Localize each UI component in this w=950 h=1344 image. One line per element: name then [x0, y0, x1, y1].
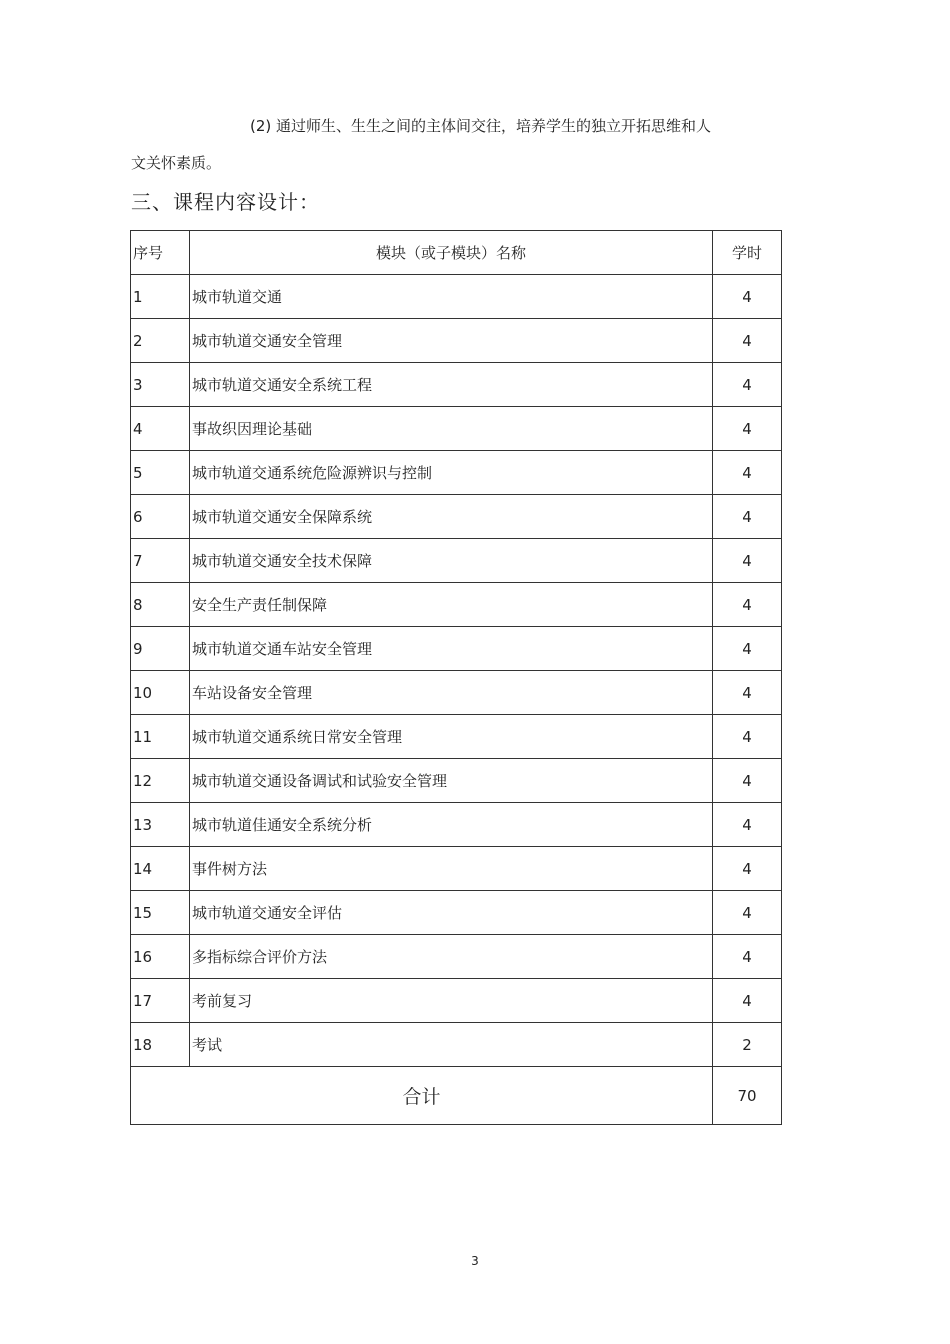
row-hours: 4 — [713, 847, 782, 891]
row-module-name: 城市轨道交通设备调试和试验安全管理 — [190, 759, 713, 803]
header-module-name: 模块（或子模块）名称 — [190, 231, 713, 275]
row-no: 12 — [131, 759, 190, 803]
table-row — [131, 759, 782, 803]
row-no: 18 — [131, 1023, 190, 1067]
table-row — [131, 627, 782, 671]
row-module-name: 城市轨道交通 — [190, 275, 713, 319]
table-row — [131, 275, 782, 319]
row-hours: 4 — [713, 671, 782, 715]
row-hours: 4 — [713, 803, 782, 847]
table-row — [131, 583, 782, 627]
row-no: 17 — [131, 979, 190, 1023]
table-row — [131, 407, 782, 451]
total-hours: 70 — [713, 1067, 782, 1125]
row-no: 10 — [131, 671, 190, 715]
table-row — [131, 451, 782, 495]
row-no: 6 — [131, 495, 190, 539]
row-no: 11 — [131, 715, 190, 759]
row-no: 14 — [131, 847, 190, 891]
row-hours: 2 — [713, 1023, 782, 1067]
table-total-row — [131, 1067, 782, 1125]
row-hours: 4 — [713, 539, 782, 583]
row-no: 13 — [131, 803, 190, 847]
row-no: 2 — [131, 319, 190, 363]
row-module-name: 城市轨道交通安全评估 — [190, 891, 713, 935]
header-hours: 学时 — [713, 231, 782, 275]
row-no: 7 — [131, 539, 190, 583]
row-no: 1 — [131, 275, 190, 319]
header-no: 序号 — [131, 231, 190, 275]
table-row — [131, 847, 782, 891]
row-module-name: 车站设备安全管理 — [190, 671, 713, 715]
row-module-name: 城市轨道交通车站安全管理 — [190, 627, 713, 671]
row-hours: 4 — [713, 759, 782, 803]
table-row — [131, 935, 782, 979]
total-label: 合计 — [131, 1067, 713, 1125]
row-hours: 4 — [713, 407, 782, 451]
row-module-name: 城市轨道交通安全系统工程 — [190, 363, 713, 407]
table-row — [131, 979, 782, 1023]
row-hours: 4 — [713, 891, 782, 935]
table-row — [131, 363, 782, 407]
row-hours: 4 — [713, 319, 782, 363]
table-row — [131, 715, 782, 759]
table-row — [131, 671, 782, 715]
row-hours: 4 — [713, 627, 782, 671]
page-number: 3 — [471, 1254, 479, 1268]
row-hours: 4 — [713, 715, 782, 759]
row-no: 5 — [131, 451, 190, 495]
paragraph-line-1: (2) 通过师生、生生之间的主体间交往，培养学生的独立开拓思维和人 — [250, 117, 712, 135]
row-module-name: 城市轨道交通安全保障系统 — [190, 495, 713, 539]
row-module-name: 城市轨道交通安全技术保障 — [190, 539, 713, 583]
row-no: 3 — [131, 363, 190, 407]
row-hours: 4 — [713, 935, 782, 979]
table-row — [131, 319, 782, 363]
row-no: 15 — [131, 891, 190, 935]
row-hours: 4 — [713, 275, 782, 319]
row-hours: 4 — [713, 979, 782, 1023]
table-header-row — [131, 231, 782, 275]
course-content-table — [130, 230, 782, 1125]
row-module-name: 城市轨道交通系统危险源辨识与控制 — [190, 451, 713, 495]
row-module-name: 事件树方法 — [190, 847, 713, 891]
section-heading: 三、课程内容设计： — [131, 190, 320, 214]
table-row — [131, 539, 782, 583]
row-module-name: 安全生产责任制保障 — [190, 583, 713, 627]
row-hours: 4 — [713, 495, 782, 539]
row-no: 4 — [131, 407, 190, 451]
row-module-name: 城市轨道交通系统日常安全管理 — [190, 715, 713, 759]
row-module-name: 城市轨道佳通安全系统分析 — [190, 803, 713, 847]
row-no: 9 — [131, 627, 190, 671]
row-module-name: 事故织因理论基础 — [190, 407, 713, 451]
row-hours: 4 — [713, 363, 782, 407]
row-no: 8 — [131, 583, 190, 627]
row-module-name: 考试 — [190, 1023, 713, 1067]
row-hours: 4 — [713, 451, 782, 495]
row-hours: 4 — [713, 583, 782, 627]
row-module-name: 城市轨道交通安全管理 — [190, 319, 713, 363]
row-module-name: 多指标综合评价方法 — [190, 935, 713, 979]
table-row — [131, 495, 782, 539]
table-row — [131, 803, 782, 847]
paragraph-line-2: 文关怀素质。 — [131, 154, 222, 172]
table-row — [131, 1023, 782, 1067]
row-no: 16 — [131, 935, 190, 979]
row-module-name: 考前复习 — [190, 979, 713, 1023]
table-row — [131, 891, 782, 935]
